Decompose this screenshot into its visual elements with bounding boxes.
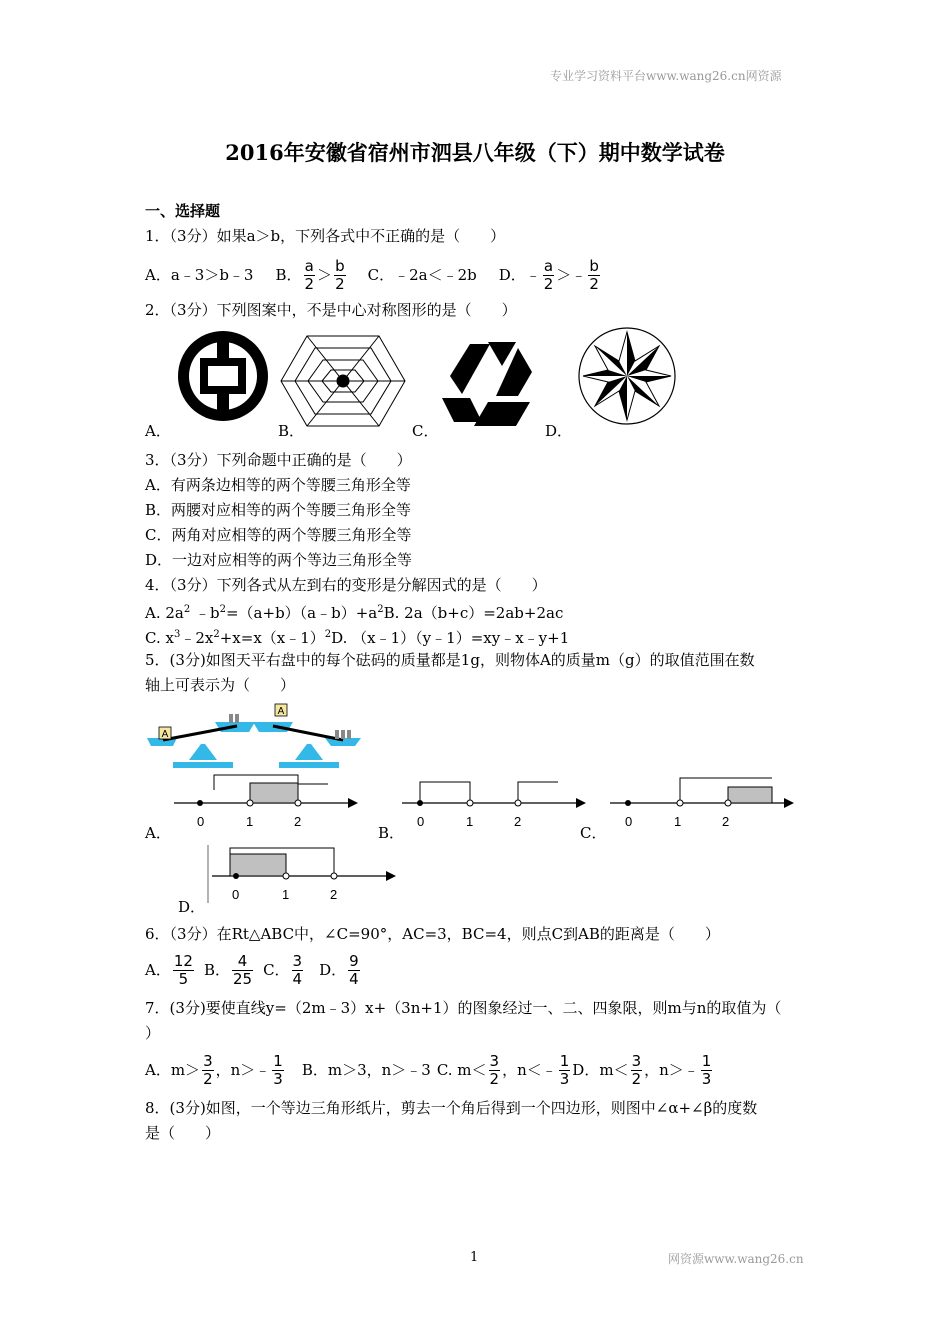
q3-option-b: B．两腰对应相等的两个等腰三角形全等: [145, 501, 412, 519]
q6-c-frac: $\frac{3}{4}$: [292, 951, 303, 988]
header-watermark: 专业学习资料平台www.wang26.cn网资源: [550, 69, 782, 83]
q6-a-frac: $\frac{12}{5}$: [173, 951, 193, 988]
svg-text:0: 0: [417, 814, 425, 829]
box-a-left: A: [161, 729, 169, 740]
q2-label-b: B．: [278, 422, 305, 440]
q4-line2: C. $x^3﹣2x^2+x=x(x﹣1)^2D$. （x﹣1）（y﹣1）=xy﹣x﹣y+1: [145, 629, 570, 647]
q5-stem-line2: 轴上可表示为（ ）: [145, 676, 296, 694]
q1-d-op: ＞﹣: [556, 266, 587, 284]
q5-numberline-b: [398, 770, 588, 830]
q7-options: A．m＞ $\frac{3}{2}$ ，n＞﹣ $\frac{1}{3}$ B．m＞3，n＞﹣3 C. m＜ $\frac{3}{2}$ ，n＜﹣ $\frac{1}{3}$ D．m＜ $\frac{3}{2}$ ，n＞﹣ $\frac{1}{3}$: [145, 1051, 712, 1088]
star-circle-icon: [579, 328, 675, 424]
svg-text:1: 1: [282, 887, 290, 902]
q6-d-frac: $\frac{9}{4}$: [349, 951, 359, 988]
svg-text:0: 0: [232, 887, 240, 902]
svg-text:2: 2: [722, 814, 730, 829]
q5-numberline-a: [170, 770, 360, 830]
page-number: 1: [470, 1250, 479, 1265]
q5-label-b: B．: [378, 824, 405, 842]
q7-stem-line2: ）: [145, 1024, 161, 1042]
q1-option-b-label: B．: [275, 266, 302, 284]
balance-left-icon: [147, 714, 255, 768]
svg-text:0: 0: [197, 814, 205, 829]
q8-stem-line2: 是（ ）: [145, 1124, 221, 1142]
q2-label-d: D．: [545, 422, 573, 440]
q3-stem: 3．（3分）下列命题中正确的是（ ）: [145, 451, 412, 469]
q1-d-frac1: $\frac{a}{2}$: [543, 256, 554, 293]
q2-figures: [170, 326, 690, 428]
svg-text:2: 2: [294, 814, 302, 829]
q1-options: [145, 255, 602, 295]
q1-d-frac2: $\frac{b}{2}$: [589, 256, 599, 293]
box-a-right: A: [277, 706, 285, 717]
svg-text:1: 1: [246, 814, 254, 829]
q3-option-a: A．有两条边相等的两个等腰三角形全等: [145, 476, 411, 494]
q5-stem-line1: 5．(3分)如图天平右盘中的每个砝码的质量都是1g，则物体A的质量m（g）的取值范围在数: [145, 651, 755, 669]
q6-b-frac: $\frac{4}{25}$: [232, 951, 253, 988]
section-heading: 一、选择题: [145, 202, 221, 220]
svg-text:2: 2: [330, 887, 338, 902]
q5-label-a: A．: [145, 824, 171, 842]
q4-stem: 4．（3分）下列各式从左到右的变形是分解因式的是（ ）: [145, 576, 547, 594]
svg-text:1: 1: [466, 814, 474, 829]
balance-right-icon: [253, 704, 361, 768]
svg-text:0: 0: [625, 814, 633, 829]
q2-stem: 2．（3分）下列图案中，不是中心对称图形的是（ ）: [145, 301, 517, 319]
q6-stem: 6．（3分）在Rt△ABC中，∠C=90°，AC=3，BC=4，则点C到AB的距离是（ ）: [145, 925, 720, 943]
triangle-arrows-icon: [442, 342, 532, 426]
q1-option-a: A．a﹣3＞b﹣3: [145, 266, 254, 284]
q1-b-op: ＞: [317, 266, 333, 284]
q1-b-frac2: $\frac{b}{2}$: [335, 256, 345, 293]
q7-stem-line1: 7．(3分)要使直线y=（2m﹣3）x+（3n+1）的图象经过一、二、四象限，则m与n的取值为（: [145, 999, 782, 1017]
q5-balances: [145, 700, 365, 772]
q1-stem: 1．（3分）如果a＞b，下列各式中不正确的是（ ）: [145, 227, 506, 245]
q4-line1: A. $2a^2$ $﹣b^2=(a+b)(a﹣b)+a^2B$. 2a（b+c）=2ab+2ac: [145, 604, 564, 622]
q5-label-d: D．: [178, 898, 206, 916]
q8-stem-line1: 8．(3分)如图，一个等边三角形纸片，剪去一个角后得到一个四边形，则图中∠α+∠β的度数: [145, 1099, 758, 1117]
bank-logo-icon: [178, 331, 268, 421]
svg-text:1: 1: [674, 814, 682, 829]
q5-numberline-c: [606, 770, 796, 830]
q5-numberline-d: [200, 845, 400, 907]
svg-text:2: 2: [514, 814, 522, 829]
hexagon-web-icon: [281, 336, 405, 426]
q5-label-c: C．: [580, 824, 607, 842]
q1-option-c: C．﹣2a＜﹣2b: [367, 266, 477, 284]
page-title: 2016年安徽省宿州市泗县八年级（下）期中数学试卷: [225, 140, 725, 165]
q2-label-c: C．: [412, 422, 439, 440]
footer-site: 网资源www.wang26.cn: [668, 1252, 804, 1266]
q3-option-d: D．一边对应相等的两个等边三角形全等: [145, 551, 413, 569]
q6-options: A． $\frac{12}{5}$ B． $\frac{4}{25}$ C． $\frac{3}{4}$ D． $\frac{9}{4}$: [145, 951, 359, 988]
q1-option-d-label: D．﹣: [498, 266, 541, 284]
q2-label-a: A．: [145, 422, 171, 440]
q1-b-frac1: $\frac{a}{2}$: [304, 256, 315, 293]
q3-option-c: C．两角对应相等的两个等腰三角形全等: [145, 526, 412, 544]
